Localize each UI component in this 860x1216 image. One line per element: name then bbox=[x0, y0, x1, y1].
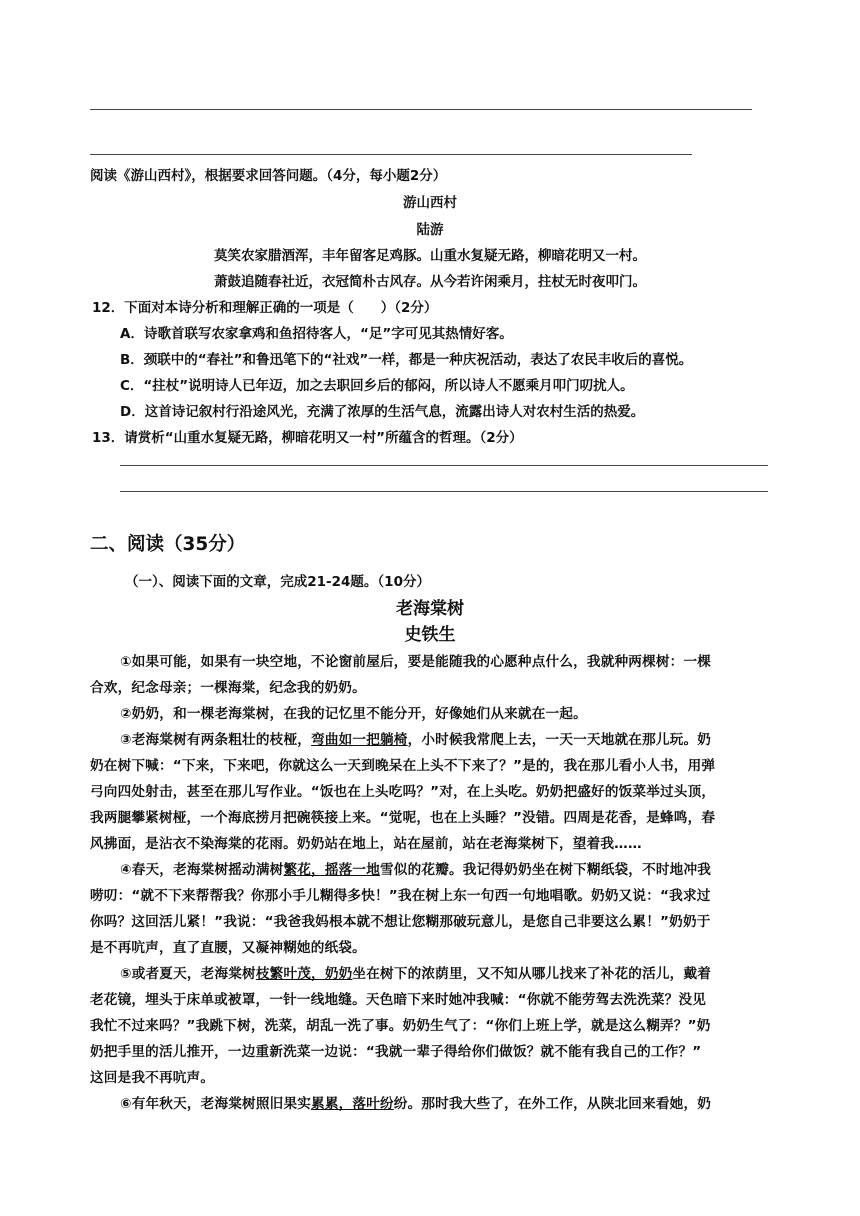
option-d: D．这首诗记叙村行沿途风光，充满了浓厚的生活气息，流露出诗人对农村生活的热爱。 bbox=[120, 404, 645, 420]
underlined-phrase: 弯曲如一把躺椅 bbox=[311, 732, 408, 748]
answer-line bbox=[120, 491, 768, 492]
article-line: 奶在树下喊：“下来，下来吧，你就这么一天到晚呆在上头不下来了？”是的，我在那儿看小人书，用弹 bbox=[90, 758, 716, 774]
option-c: C．“拄杖”说明诗人已年迈，加之去职回乡后的郁闷，所以诗人不愿乘月叩门叨扰人。 bbox=[120, 378, 634, 394]
article-text: 坐在树下的浓荫里，又不知从哪儿找来了补花的活儿，戴着 bbox=[352, 966, 712, 982]
underlined-phrase: 枝繁叶茂，奶奶 bbox=[255, 966, 353, 982]
article-text: 雪似的花瓣。我记得奶奶坐在树下糊纸袋，不时地冲我 bbox=[380, 862, 712, 878]
article-line: 老花镜，埋头于床单或被罩，一针一线地缝。天色暗下来时她冲我喊：“你就不能劳驾去洗洗菜？没见 bbox=[90, 992, 707, 1008]
article-author: 史铁生 bbox=[404, 625, 456, 645]
poem-line: 萧鼓追随春社近，衣冠简朴古风存。从今若许闲乘月，拄杖无时夜叩门。 bbox=[214, 274, 646, 290]
article-line: 弓向四处射击，甚至在那儿写作业。“饭也在上头吃吗？”对，在上头吃。奶奶把盛好的饭菜举过头顶， bbox=[90, 784, 716, 800]
article-text: ⑥有年秋天，老海棠树照旧果实 bbox=[120, 1096, 312, 1112]
poem-line: 莫笑农家腊酒浑，丰年留客足鸡豚。山重水复疑无路，柳暗花明又一村。 bbox=[214, 248, 646, 264]
article-line: ②奶奶，和一棵老海棠树，在我的记忆里不能分开，好像她们从来就在一起。 bbox=[120, 706, 587, 722]
article-text: ，小时候我常爬上去，一天一天地就在那儿玩。奶 bbox=[407, 732, 712, 748]
article-text: ④春天，老海棠树摇动满树 bbox=[120, 862, 284, 878]
answer-line bbox=[90, 109, 752, 110]
poem-author: 陆游 bbox=[416, 222, 444, 238]
poem-title: 游山西村 bbox=[403, 195, 457, 211]
article-line: 我两腿攀紧树桠，一个海底捞月把碗筷接上来。“觉呢，也在上头睡？”没错。四周是花香，是蜂鸣，春 bbox=[90, 810, 716, 826]
article-line: 你吗？这回活儿紧！”我说：“我爸我妈根本就不想让您糊那破玩意儿，是您自己非要这么累！”奶奶于 bbox=[90, 914, 711, 930]
underlined-phrase: 繁花，摇落一地 bbox=[283, 862, 381, 878]
article-line bbox=[120, 1092, 711, 1112]
article-line: 唠叨：“就不下来帮帮我？你那小手儿糊得多快！”我在树上东一句西一句地唱歌。奶奶又说：“我求过 bbox=[90, 888, 711, 904]
section-heading: 二、阅读（35分） bbox=[90, 534, 246, 555]
article-line bbox=[120, 858, 711, 878]
article-line: 是不再吭声，直了直腰，又凝神糊她的纸袋。 bbox=[90, 940, 366, 956]
section-subheading: （一）、阅读下面的文章，完成21-24题。（10分） bbox=[125, 574, 430, 590]
article-text: ⑤或者夏天，老海棠树 bbox=[120, 966, 256, 982]
article-line bbox=[120, 962, 711, 982]
article-line: 这回是我不再吭声。 bbox=[90, 1070, 215, 1086]
question-13: 13．请赏析“山重水复疑无路，柳暗花明又一村”所蕴含的哲理。（2分） bbox=[92, 430, 523, 446]
option-a: A．诗歌首联写农家拿鸡和鱼招待客人，“足”字可见其热情好客。 bbox=[120, 326, 513, 342]
article-line: ①如果可能，如果有一块空地，不论窗前屋后，要是能随我的心愿种点什么，我就种两棵树：一棵 bbox=[120, 654, 712, 670]
article-line bbox=[120, 728, 711, 748]
article-line: 奶把手里的活儿推开，一边重新洗菜一边说：“我就一辈子得给你们做饭？就不能有我自己的工作？” bbox=[90, 1044, 702, 1060]
article-title: 老海棠树 bbox=[396, 599, 464, 619]
answer-line bbox=[120, 465, 768, 466]
underlined-phrase: 累累，落叶纷 bbox=[311, 1096, 394, 1112]
article-line: 风拂面，是沾衣不染海棠的花雨。奶奶站在地上，站在屋前，站在老海棠树下，望着我…… bbox=[90, 836, 642, 852]
article-line: 合欢，纪念母亲；一棵海棠，纪念我的奶奶。 bbox=[90, 680, 366, 696]
article-line: 我忙不过来吗？”我跳下树，洗菜，胡乱一洗了事。奶奶生气了：“你们上班上学，就是这么糊弄？”奶 bbox=[90, 1018, 711, 1034]
reading-intro: 阅读《游山西村》，根据要求回答问题。（4分，每小题2分） bbox=[90, 168, 447, 184]
question-12: 12．下面对本诗分析和理解正确的一项是（ ）（2分） bbox=[92, 300, 438, 316]
article-text: 纷。那时我大些了，在外工作，从陕北回来看她，奶 bbox=[393, 1096, 712, 1112]
option-b: B．颈联中的“春社”和鲁迅笔下的“社戏”一样，都是一种庆祝活动，表达了农民丰收后的喜悦。 bbox=[120, 352, 693, 368]
article-text: ③老海棠树有两条粗壮的枝桠， bbox=[120, 732, 312, 748]
answer-line bbox=[90, 154, 692, 155]
